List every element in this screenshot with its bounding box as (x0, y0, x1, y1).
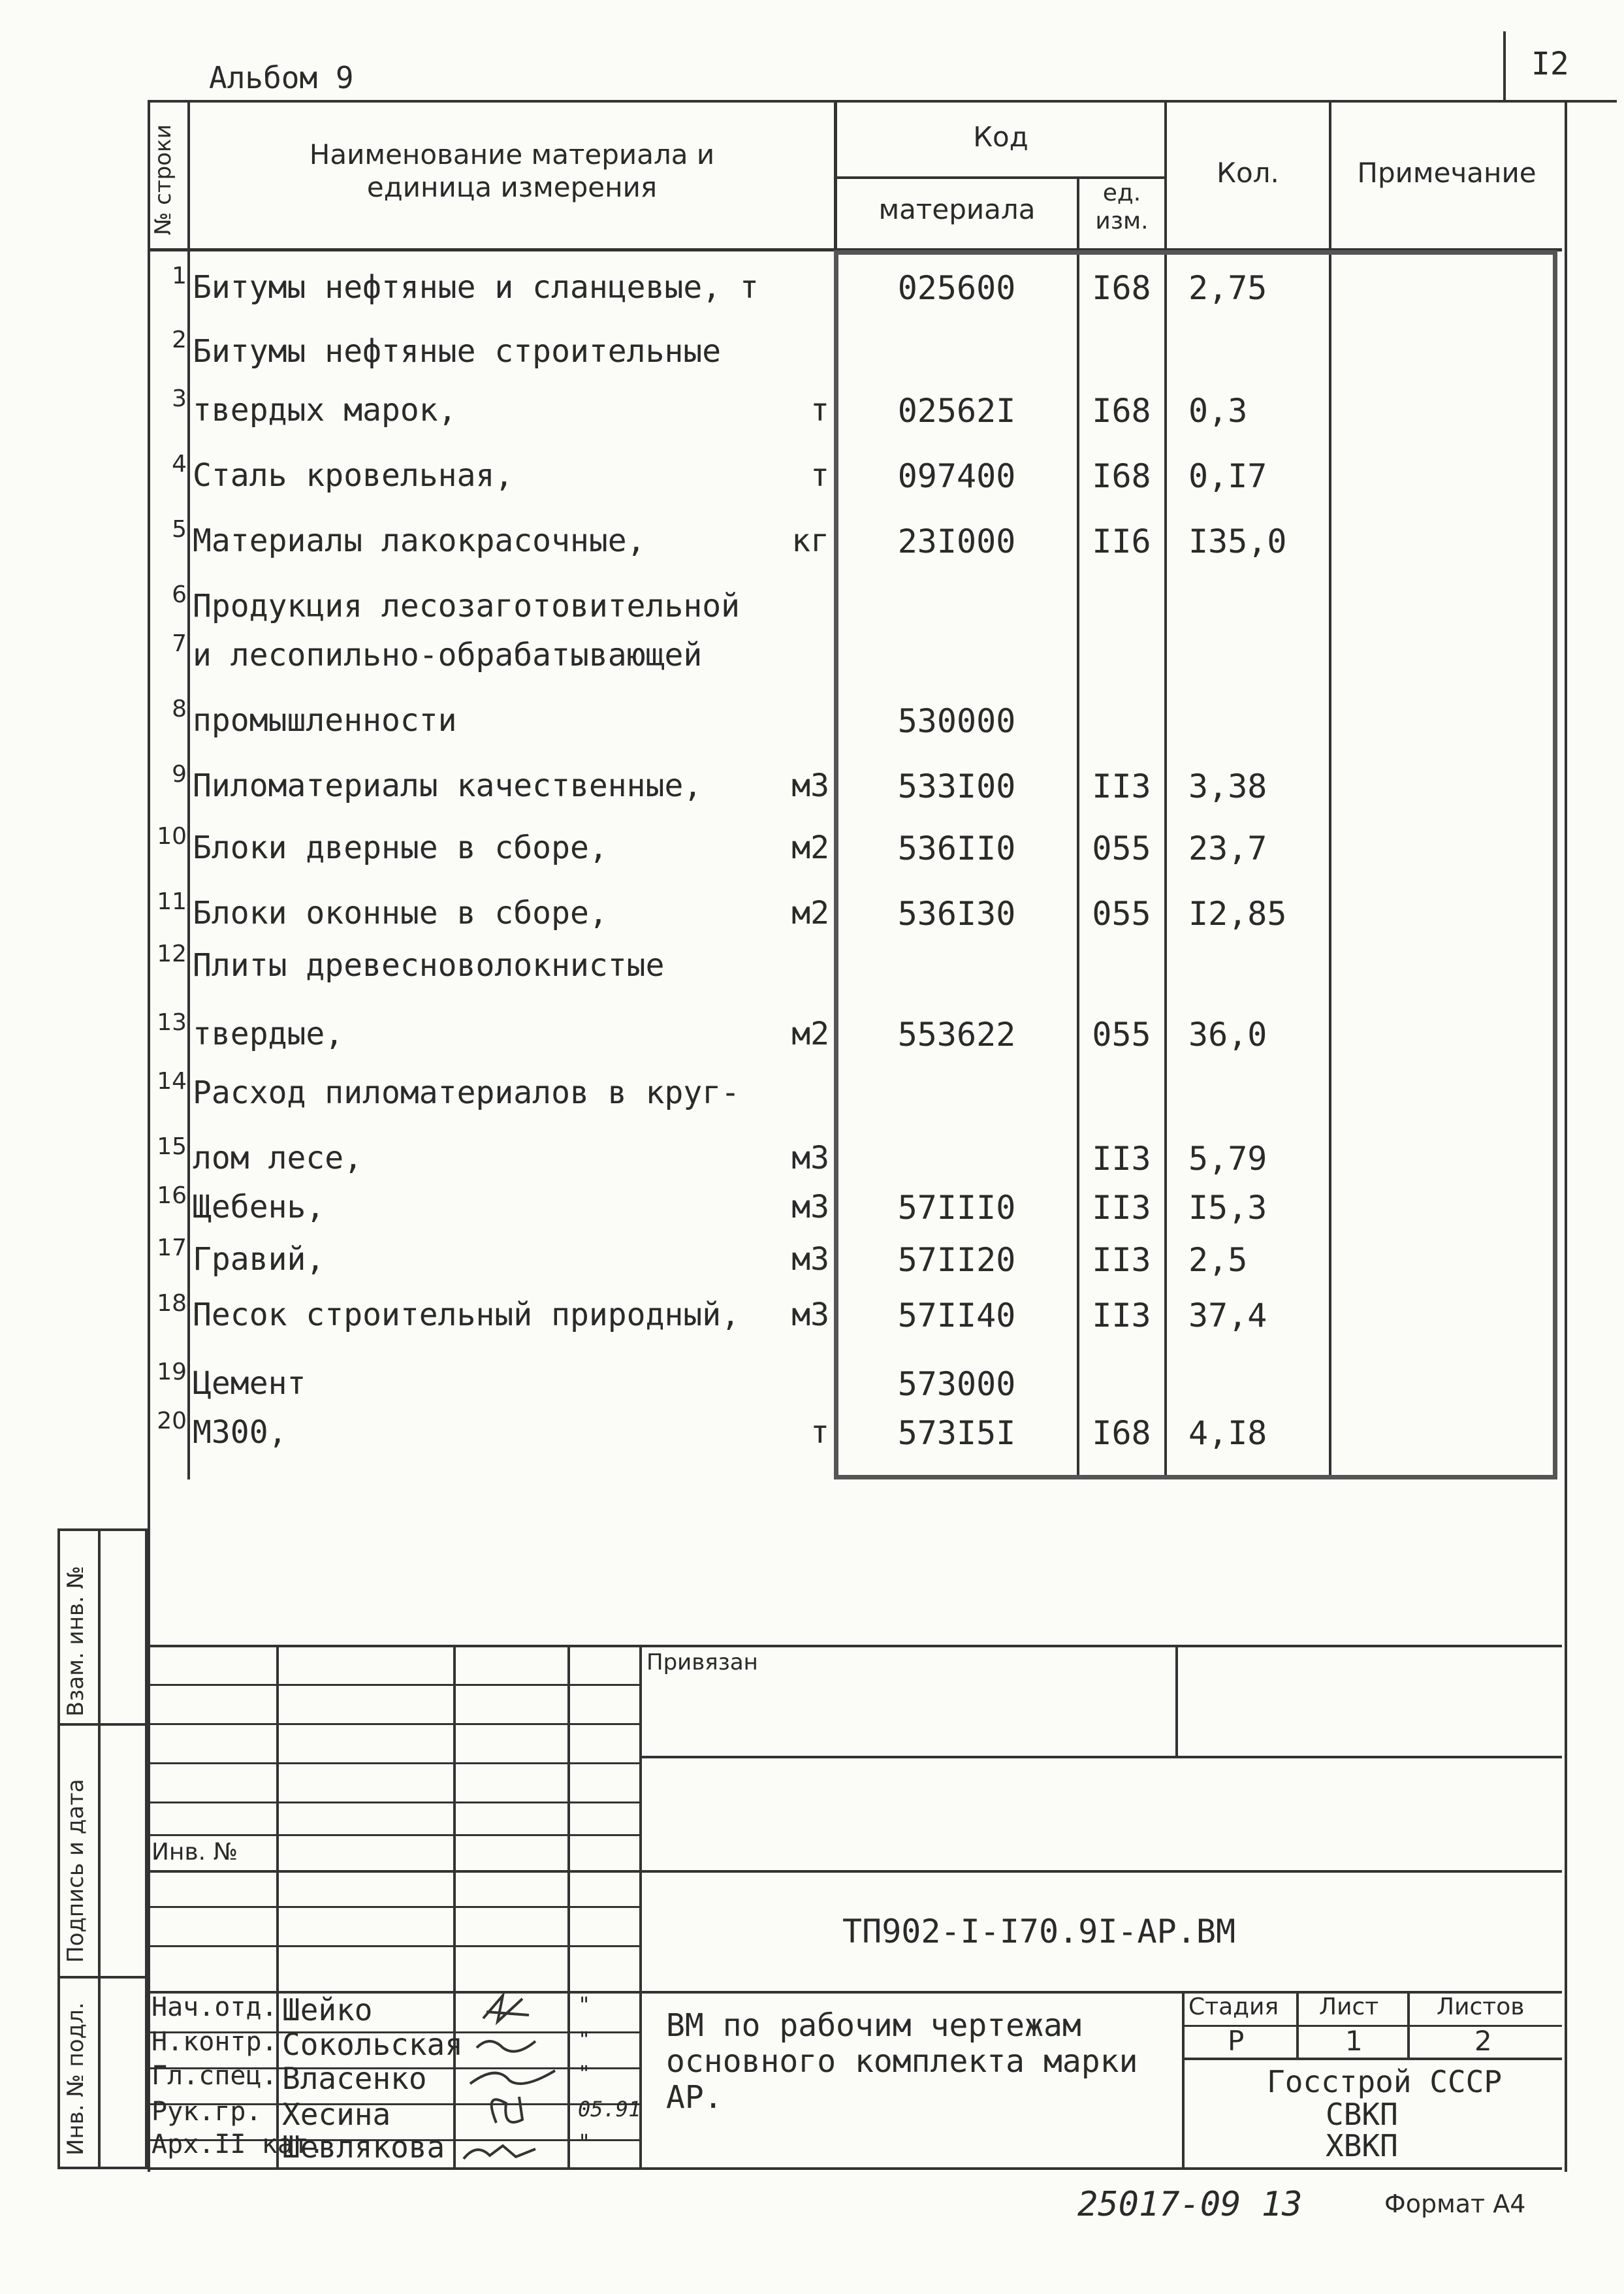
material-name: Блоки оконные в сборе, (193, 895, 608, 931)
doc-title-2: основного комплекта марки (666, 2043, 1138, 2080)
unit-code: I68 (1092, 1414, 1151, 1452)
row-number: 18 (157, 1290, 187, 1317)
material-unit: м3 (791, 1297, 829, 1333)
person-name: Шейко (282, 1992, 373, 2027)
person-name: Шевлякова (282, 2129, 445, 2165)
unit-code: 055 (1092, 895, 1151, 933)
unit-code: 055 (1092, 1016, 1151, 1054)
row-number: 7 (172, 630, 187, 657)
row-number: 11 (157, 888, 187, 915)
sign-date: " (578, 2061, 591, 2086)
quantity: I35,0 (1188, 523, 1287, 560)
row-number: 17 (157, 1235, 187, 1261)
material-code: 57III0 (897, 1189, 1016, 1227)
material-name: промышленности (193, 702, 457, 739)
material-name: Продукция лесозаготовительной (193, 588, 740, 624)
page-number: I2 (1531, 46, 1569, 82)
material-code: 530000 (897, 702, 1016, 740)
row-number: 10 (157, 823, 187, 850)
person-role: Гл.спец. (151, 2061, 278, 2091)
sign-date: " (578, 2129, 591, 2154)
quantity: 0,I7 (1188, 457, 1267, 495)
unit-code: II3 (1092, 1241, 1151, 1279)
quantity: 36,0 (1188, 1016, 1267, 1054)
sign-date: " (578, 2027, 591, 2052)
unit-code: I68 (1092, 392, 1151, 430)
material-name: Сталь кровельная, (193, 457, 514, 494)
material-code: 533I00 (897, 767, 1016, 805)
quantity: 37,4 (1188, 1297, 1267, 1334)
material-name: Щебень, (193, 1189, 325, 1225)
material-name: Плиты древесноволокнистые (193, 947, 665, 984)
header-code-material: материала (878, 193, 1036, 225)
unit-code: II6 (1092, 523, 1151, 560)
material-code: 02562I (897, 392, 1016, 430)
row-number: 15 (157, 1133, 187, 1160)
material-unit: м3 (791, 1241, 829, 1278)
material-name: М300, (193, 1414, 287, 1451)
material-code: 23I000 (897, 523, 1016, 560)
person-role: Рук.гр. (151, 2097, 262, 2127)
row-number: 12 (157, 941, 187, 967)
material-name: Песок строительный природный, (193, 1297, 740, 1333)
quantity: 0,3 (1188, 392, 1248, 430)
person-name: Сокольская (282, 2027, 463, 2062)
sheet-label: Лист (1319, 1994, 1379, 2020)
material-name: лом лесе, (193, 1140, 363, 1176)
material-unit: м3 (791, 767, 829, 804)
sheets-label: Листов (1437, 1994, 1525, 2020)
header-code-unit-2: изм. (1095, 208, 1149, 234)
material-unit: м2 (791, 1016, 829, 1052)
quantity: 4,I8 (1188, 1414, 1267, 1452)
person-name: Власенко (282, 2061, 427, 2096)
material-unit: м3 (791, 1140, 829, 1176)
sign-date: " (578, 1992, 591, 2017)
row-number: 19 (157, 1359, 187, 1385)
material-unit: т (810, 392, 829, 428)
row-number: 14 (157, 1068, 187, 1095)
material-name: Блоки дверные в сборе, (193, 830, 608, 866)
material-name: Пиломатериалы качественные, (193, 767, 703, 804)
header-note: Примечание (1357, 157, 1536, 189)
material-name: твердые, (193, 1016, 344, 1052)
doc-title-1: ВМ по рабочим чертежам (666, 2007, 1081, 2044)
stage-label: Стадия (1188, 1994, 1279, 2020)
quantity: 2,75 (1188, 269, 1267, 307)
row-number: 13 (157, 1009, 187, 1036)
material-unit: т (810, 457, 829, 494)
material-name: Цемент (193, 1365, 306, 1402)
signatures-drawing (457, 1992, 568, 2169)
row-number: 4 (172, 451, 187, 477)
quantity: 5,79 (1188, 1140, 1267, 1178)
material-name: Материалы лакокрасочные, (193, 523, 646, 559)
row-number: 6 (172, 581, 187, 608)
person-name: Хесина (282, 2097, 391, 2132)
archive-number: 25017-09 13 (1077, 2185, 1303, 2224)
row-number: 3 (172, 385, 187, 412)
material-name: твердых марок, (193, 392, 457, 428)
doc-title-3: АР. (666, 2079, 723, 2116)
quantity: I5,3 (1188, 1189, 1267, 1227)
material-code: 025600 (897, 269, 1016, 307)
material-unit: т (810, 1414, 829, 1451)
material-code: 573I5I (897, 1414, 1016, 1452)
header-row-no: № строки (150, 124, 176, 235)
row-number: 8 (172, 696, 187, 722)
unit-code: II3 (1092, 1189, 1151, 1227)
stamp-inv-no: Инв. № (151, 1839, 238, 1866)
unit-code: II3 (1092, 1297, 1151, 1334)
material-name: Битумы нефтяные и сланцевые, т (193, 269, 759, 306)
material-unit: м2 (791, 830, 829, 866)
material-name: Гравий, (193, 1241, 325, 1278)
material-code: 573000 (897, 1365, 1016, 1403)
album-label: Альбом 9 (209, 60, 354, 95)
row-number: 9 (172, 761, 187, 788)
material-code: 57II40 (897, 1297, 1016, 1334)
material-name: Расход пиломатериалов в круг- (193, 1074, 740, 1111)
unit-code: II3 (1092, 1140, 1151, 1178)
doc-code: ТП902-I-I70.9I-АР.ВМ (842, 1913, 1236, 1950)
unit-code: I68 (1092, 269, 1151, 307)
material-code: 097400 (897, 457, 1016, 495)
header-name-line1: Наименование материала и (309, 138, 715, 170)
org-3: ХВКП (1326, 2128, 1398, 2163)
header-name-line2: единица измерения (366, 171, 658, 203)
material-unit: кг (791, 523, 829, 559)
material-code: 536II0 (897, 830, 1016, 867)
material-name: и лесопильно-обрабатывающей (193, 637, 703, 673)
header-code: Код (973, 121, 1028, 153)
sign-date: 05.91 (578, 2097, 641, 2122)
row-number: 5 (172, 516, 187, 543)
side-label-vzam: Взам. инв. № (63, 1566, 89, 1717)
material-unit: м3 (791, 1189, 829, 1225)
side-label-inv-podl: Инв. № подл. (63, 2002, 89, 2156)
row-number: 16 (157, 1182, 187, 1209)
format-label: Формат А4 (1384, 2189, 1526, 2218)
row-number: 20 (157, 1408, 187, 1434)
side-label-podpis: Подпись и дата (63, 1779, 89, 1963)
stage-value: Р (1228, 2025, 1245, 2057)
stamp-privyazan: Привязан (646, 1649, 758, 1675)
person-role: Н.контр. (151, 2027, 278, 2057)
quantity: 2,5 (1188, 1241, 1248, 1279)
row-number: 1 (172, 263, 187, 289)
quantity: 3,38 (1188, 767, 1267, 805)
material-code: 536I30 (897, 895, 1016, 933)
material-code: 553622 (897, 1016, 1016, 1054)
header-code-unit-1: ед. (1102, 180, 1141, 206)
person-role: Арх.II кат. (151, 2129, 325, 2159)
row-number: 2 (172, 327, 187, 353)
material-code: 57II20 (897, 1241, 1016, 1279)
sheet-value: 1 (1345, 2025, 1363, 2057)
sheets-value: 2 (1474, 2025, 1492, 2057)
header-qty: Кол. (1217, 157, 1279, 189)
material-unit: м2 (791, 895, 829, 931)
org-1: Госстрой СССР (1267, 2064, 1503, 2099)
unit-code: II3 (1092, 767, 1151, 805)
unit-code: 055 (1092, 830, 1151, 867)
person-role: Нач.отд. (151, 1992, 278, 2022)
org-2: СВКП (1326, 2097, 1398, 2132)
unit-code: I68 (1092, 457, 1151, 495)
quantity: I2,85 (1188, 895, 1287, 933)
material-name: Битумы нефтяные строительные (193, 333, 722, 370)
quantity: 23,7 (1188, 830, 1267, 867)
